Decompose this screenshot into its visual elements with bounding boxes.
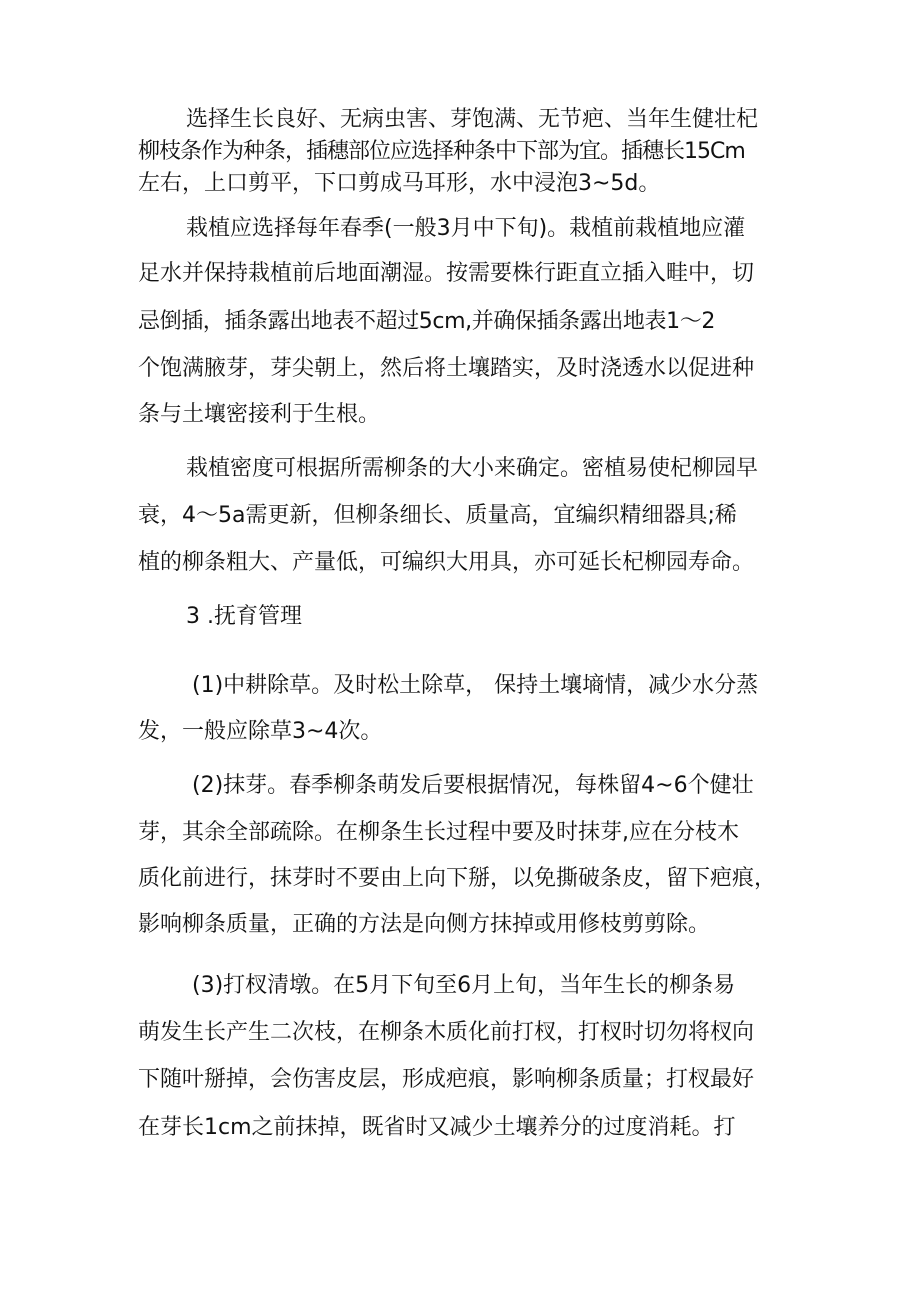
- paragraph-1-line-2: 柳枝条作为种条，插穗部位应选择种条中下部为宜。插穗长15Cm: [138, 139, 745, 164]
- paragraph-5-line-4: 影响柳条质量，正确的方法是向侧方抹掉或用修枝剪剪除。: [138, 912, 711, 937]
- paragraph-5-line-3: 质化前进行，抹芽时不要由上向下掰，以免撕破条皮，留下疤痕，: [138, 866, 777, 891]
- paragraph-2-line-4: 个饱满腋芽，芽尖朝上，然后将土壤踏实，及时浇透水以促进种: [138, 356, 755, 381]
- paragraph-4-line-2: 发，一般应除草3~4次。: [138, 719, 383, 744]
- paragraph-2-line-5: 条与土壤密接利于生根。: [138, 402, 381, 427]
- paragraph-6-line-4: 在芽长1cm之前抹掉，既省时又减少土壤养分的过度消耗。打: [138, 1115, 736, 1140]
- paragraph-5-line-1: (2)抹芽。春季柳条萌发后要根据情况，每株留4~6个健壮: [192, 773, 754, 798]
- section-heading: 3 .抚育管理: [186, 604, 302, 629]
- paragraph-1-line-1: 选择生长良好、无病虫害、芽饱满、无节疤、当年生健壮杞: [186, 107, 759, 132]
- paragraph-4-line-1: (1)中耕除草。及时松土除草， 保持土壤墒情，减少水分蒸: [192, 673, 759, 698]
- paragraph-3-line-1: 栽植密度可根据所需柳条的大小来确定。密植易使杞柳园早: [186, 456, 759, 481]
- paragraph-6-line-2: 萌发生长产生二次枝，在柳条木质化前打杈，打杈时切勿将杈向: [138, 1020, 755, 1045]
- paragraph-3-line-3: 植的柳条粗大、产量低，可编织大用具，亦可延长杞柳园寿命。: [138, 550, 755, 575]
- paragraph-6-line-1: (3)打杈清墩。在5月下旬至6月上旬，当年生长的柳条易: [192, 973, 736, 998]
- paragraph-2-line-3: 忌倒插，插条露出地表不超过5cm,并确保插条露出地表1～2: [138, 309, 715, 334]
- paragraph-5-line-2: 芽，其余全部疏除。在柳条生长过程中要及时抹芽,应在分枝木: [138, 820, 739, 845]
- paragraph-1-line-3: 左右，上口剪平，下口剪成马耳形，水中浸泡3~5d。: [138, 171, 661, 196]
- paragraph-3-line-2: 衰，4～5a需更新，但柳条细长、质量高，宜编织精细器具;稀: [138, 503, 737, 528]
- paragraph-6-line-3: 下随叶掰掉，会伤害皮层，形成疤痕，影响柳条质量；打杈最好: [138, 1067, 755, 1092]
- paragraph-2-line-1: 栽植应选择每年春季(一般3月中下旬)。栽植前栽植地应灌: [186, 216, 746, 241]
- paragraph-2-line-2: 足水并保持栽植前后地面潮湿。按需要株行距直立插入畦中，切: [138, 261, 755, 286]
